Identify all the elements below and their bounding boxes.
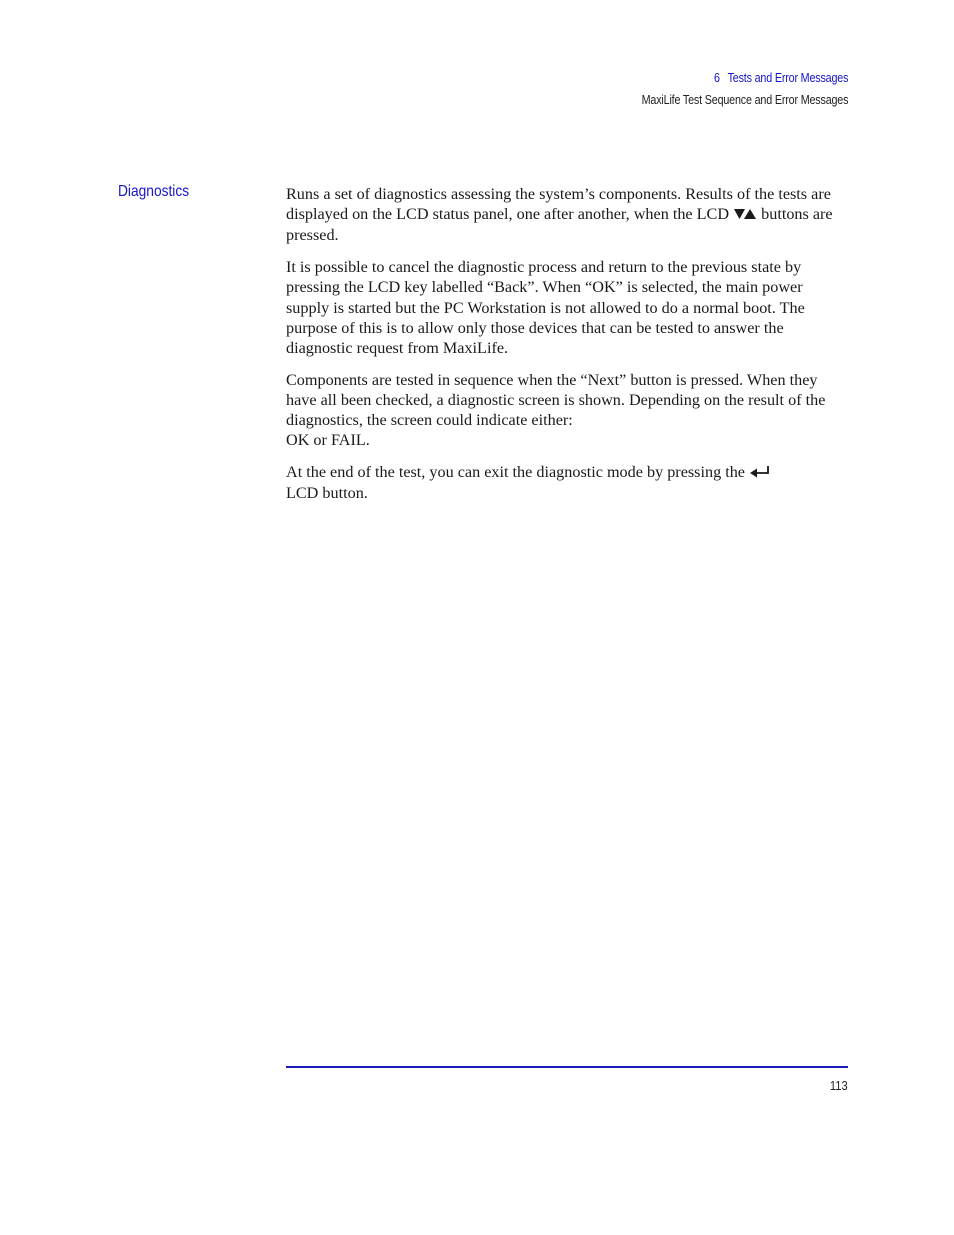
- paragraph-4: [286, 462, 848, 503]
- enter-arrow-icon: [749, 463, 771, 483]
- footer-rule: [286, 1066, 848, 1068]
- body-text: [286, 184, 848, 515]
- chapter-title: Tests and Error Messages: [727, 71, 848, 85]
- paragraph-1-text-end: buttons are pressed.: [286, 205, 833, 245]
- paragraph-2: It is possible to cancel the diagnostic process and return to the previous state by pressing the LCD key labelled “Back”. When “OK” is selected, the main power supply is started but the PC Workstation is not allowed to do a normal boot. The purpose of this is to allow only those devices that can be tested to answer the diagnostic request from MaxiLife.: [286, 258, 805, 357]
- paragraph-4-text-end: LCD button.: [286, 484, 368, 503]
- section-title: MaxiLife Test Sequence and Error Messages: [641, 93, 848, 107]
- page-number: 113: [830, 1078, 848, 1093]
- paragraph-3: [286, 370, 848, 451]
- chapter-number: 6: [713, 71, 720, 85]
- paragraph-1: [286, 184, 848, 246]
- paragraph-4-text: At the end of the test, you can exit the diagnostic mode by pressing the: [286, 462, 745, 481]
- side-heading: Diagnostics: [118, 183, 190, 200]
- chapter-heading: [641, 68, 848, 88]
- paragraph-1-text: Runs a set of diagnostics assessing the system’s components. Results of the tests are displayed on the LCD status panel, one after another, when the LCD: [286, 185, 831, 224]
- paragraph-3-result: OK or FAIL.: [286, 431, 370, 450]
- running-header: [608, 68, 848, 112]
- paragraph-3-text: Components are tested in sequence when the “Next” button is pressed. When they have all been checked, a diagnostic screen is shown. Depending on the result of the diagnostics, the screen could indicate either:: [286, 370, 826, 430]
- down-up-arrows-icon: [733, 205, 757, 225]
